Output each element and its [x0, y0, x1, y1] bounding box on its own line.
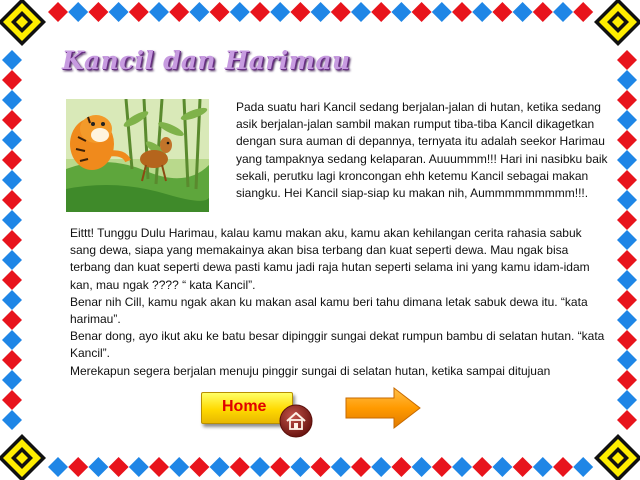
border-diamond: [533, 457, 553, 477]
border-diamond: [617, 270, 637, 290]
border-diamond: [617, 330, 637, 350]
border-diamond: [513, 2, 533, 22]
corner-ornament: [594, 0, 640, 46]
border-diamond: [250, 2, 270, 22]
border-diamond: [371, 2, 391, 22]
corner-ornament: [0, 0, 46, 46]
border-diamond: [617, 110, 637, 130]
border-diamond: [88, 2, 108, 22]
border-diamond: [617, 390, 637, 410]
border-diamond: [149, 2, 169, 22]
border-diamond: [553, 457, 573, 477]
border-diamond: [391, 2, 411, 22]
border-diamond: [68, 2, 88, 22]
border-diamond: [270, 2, 290, 22]
story-paragraph-1: Eittt! Tunggu Dulu Harimau, kalau kamu makan aku, kamu akan kehilangan cerita rahasia sabuk sang dewa, siapa yang memakainya akan bisa terbang dan kuat seperti dewa. Mau ngak bisa terbang dan kuat seperti dewa pasti kamu jadi raja hutan seperti selama ini yang kamu idam-idam kan, mau ngak ???? “ kata Kancil”.: [70, 226, 590, 292]
border-diamond: [2, 70, 22, 90]
border-diamond: [2, 250, 22, 270]
border-diamond: [513, 457, 533, 477]
border-diamond: [2, 110, 22, 130]
border-diamond: [617, 350, 637, 370]
border-diamond: [412, 2, 432, 22]
border-diamond: [617, 150, 637, 170]
border-diamond: [149, 457, 169, 477]
border-diamond: [617, 130, 637, 150]
border-diamond: [391, 457, 411, 477]
border-diamond: [2, 270, 22, 290]
border-diamond: [331, 2, 351, 22]
corner-ornament: [0, 434, 46, 480]
story-illustration: [66, 99, 209, 212]
border-diamond: [169, 2, 189, 22]
border-diamond: [129, 2, 149, 22]
border-diamond: [617, 210, 637, 230]
border-diamond: [2, 370, 22, 390]
border-diamond: [617, 410, 637, 430]
border-diamond: [290, 2, 310, 22]
home-button-label: Home: [222, 398, 267, 415]
border-diamond: [617, 230, 637, 250]
border-diamond: [553, 2, 573, 22]
border-diamond: [68, 457, 88, 477]
border-diamond: [2, 130, 22, 150]
story-paragraph-3: Benar dong, ayo ikut aku ke batu besar dipinggir sungai dekat rumpun bambu di selatan hutan. “kata Kancil”.: [70, 329, 605, 361]
border-diamond: [617, 50, 637, 70]
border-diamond: [169, 457, 189, 477]
border-diamond: [2, 90, 22, 110]
border-diamond: [189, 2, 209, 22]
story-paragraph: Pada suatu hari Kancil sedang berjalan-jalan di hutan, ketika sedang asik berjalan-jalan sambil makan rumput tiba-tiba Kancil dikagetkan dengan sura auman di depannya, ternyata itu adalah seekor Harimau yang tampaknya sedang kelaparan. Auuummm!!! Hari ini nasibku baik sekali, perutku lagi kroncongan ehh ketemu Kancil sebagai makan siangku. Hei Kancil siap-siap ku makan nih, Aummmmmmmmm!!!.: [236, 100, 608, 201]
border-diamond: [2, 150, 22, 170]
border-diamond: [432, 2, 452, 22]
corner-ornament: [594, 434, 640, 480]
border-diamond: [492, 457, 512, 477]
border-diamond: [412, 457, 432, 477]
border-diamond: [432, 457, 452, 477]
story-paragraph-2: Benar nih Cill, kamu ngak akan ku makan asal kamu beri tahu dimana letak sabuk dewa itu. “kata harimau”.: [70, 294, 588, 327]
border-diamond: [331, 457, 351, 477]
border-diamond: [230, 457, 250, 477]
border-diamond: [452, 2, 472, 22]
border-diamond: [210, 2, 230, 22]
border-diamond: [472, 2, 492, 22]
border-diamond: [270, 457, 290, 477]
border-diamond: [573, 457, 593, 477]
border-diamond: [2, 390, 22, 410]
border-diamond: [533, 2, 553, 22]
border-diamond: [2, 170, 22, 190]
page-title: Kancil dan Harimau: [62, 46, 351, 75]
border-diamond: [88, 457, 108, 477]
border-diamond: [210, 457, 230, 477]
border-diamond: [109, 2, 129, 22]
border-diamond: [492, 2, 512, 22]
border-diamond: [351, 457, 371, 477]
border-diamond: [2, 290, 22, 310]
border-diamond: [472, 457, 492, 477]
border-diamond: [617, 170, 637, 190]
arrow-right-icon[interactable]: [344, 386, 424, 430]
border-diamond: [290, 457, 310, 477]
border-diamond: [617, 310, 637, 330]
border-diamond: [2, 330, 22, 350]
border-diamond: [48, 457, 68, 477]
border-diamond: [617, 70, 637, 90]
story-paragraph-top: [236, 99, 608, 202]
border-diamond: [2, 230, 22, 250]
border-diamond: [129, 457, 149, 477]
border-diamond: [311, 457, 331, 477]
border-diamond: [452, 457, 472, 477]
border-diamond: [109, 457, 129, 477]
border-diamond: [2, 310, 22, 330]
border-diamond: [2, 210, 22, 230]
border-diamond: [2, 350, 22, 370]
border-diamond: [311, 2, 331, 22]
border-diamond: [617, 190, 637, 210]
border-diamond: [617, 250, 637, 270]
border-diamond: [351, 2, 371, 22]
border-diamond: [230, 2, 250, 22]
border-diamond: [189, 457, 209, 477]
border-diamond: [573, 2, 593, 22]
border-diamond: [2, 50, 22, 70]
border-diamond: [617, 370, 637, 390]
border-diamond: [2, 410, 22, 430]
house-icon[interactable]: [279, 404, 313, 438]
border-diamond: [371, 457, 391, 477]
border-diamond: [250, 457, 270, 477]
border-diamond: [617, 90, 637, 110]
border-diamond: [2, 190, 22, 210]
border-diamond: [617, 290, 637, 310]
story-body: [70, 225, 610, 380]
border-diamond: [48, 2, 68, 22]
story-paragraph-4: Merekapun segera berjalan menuju pinggir sungai di selatan hutan, ketika sampai ditujuan: [70, 363, 551, 378]
